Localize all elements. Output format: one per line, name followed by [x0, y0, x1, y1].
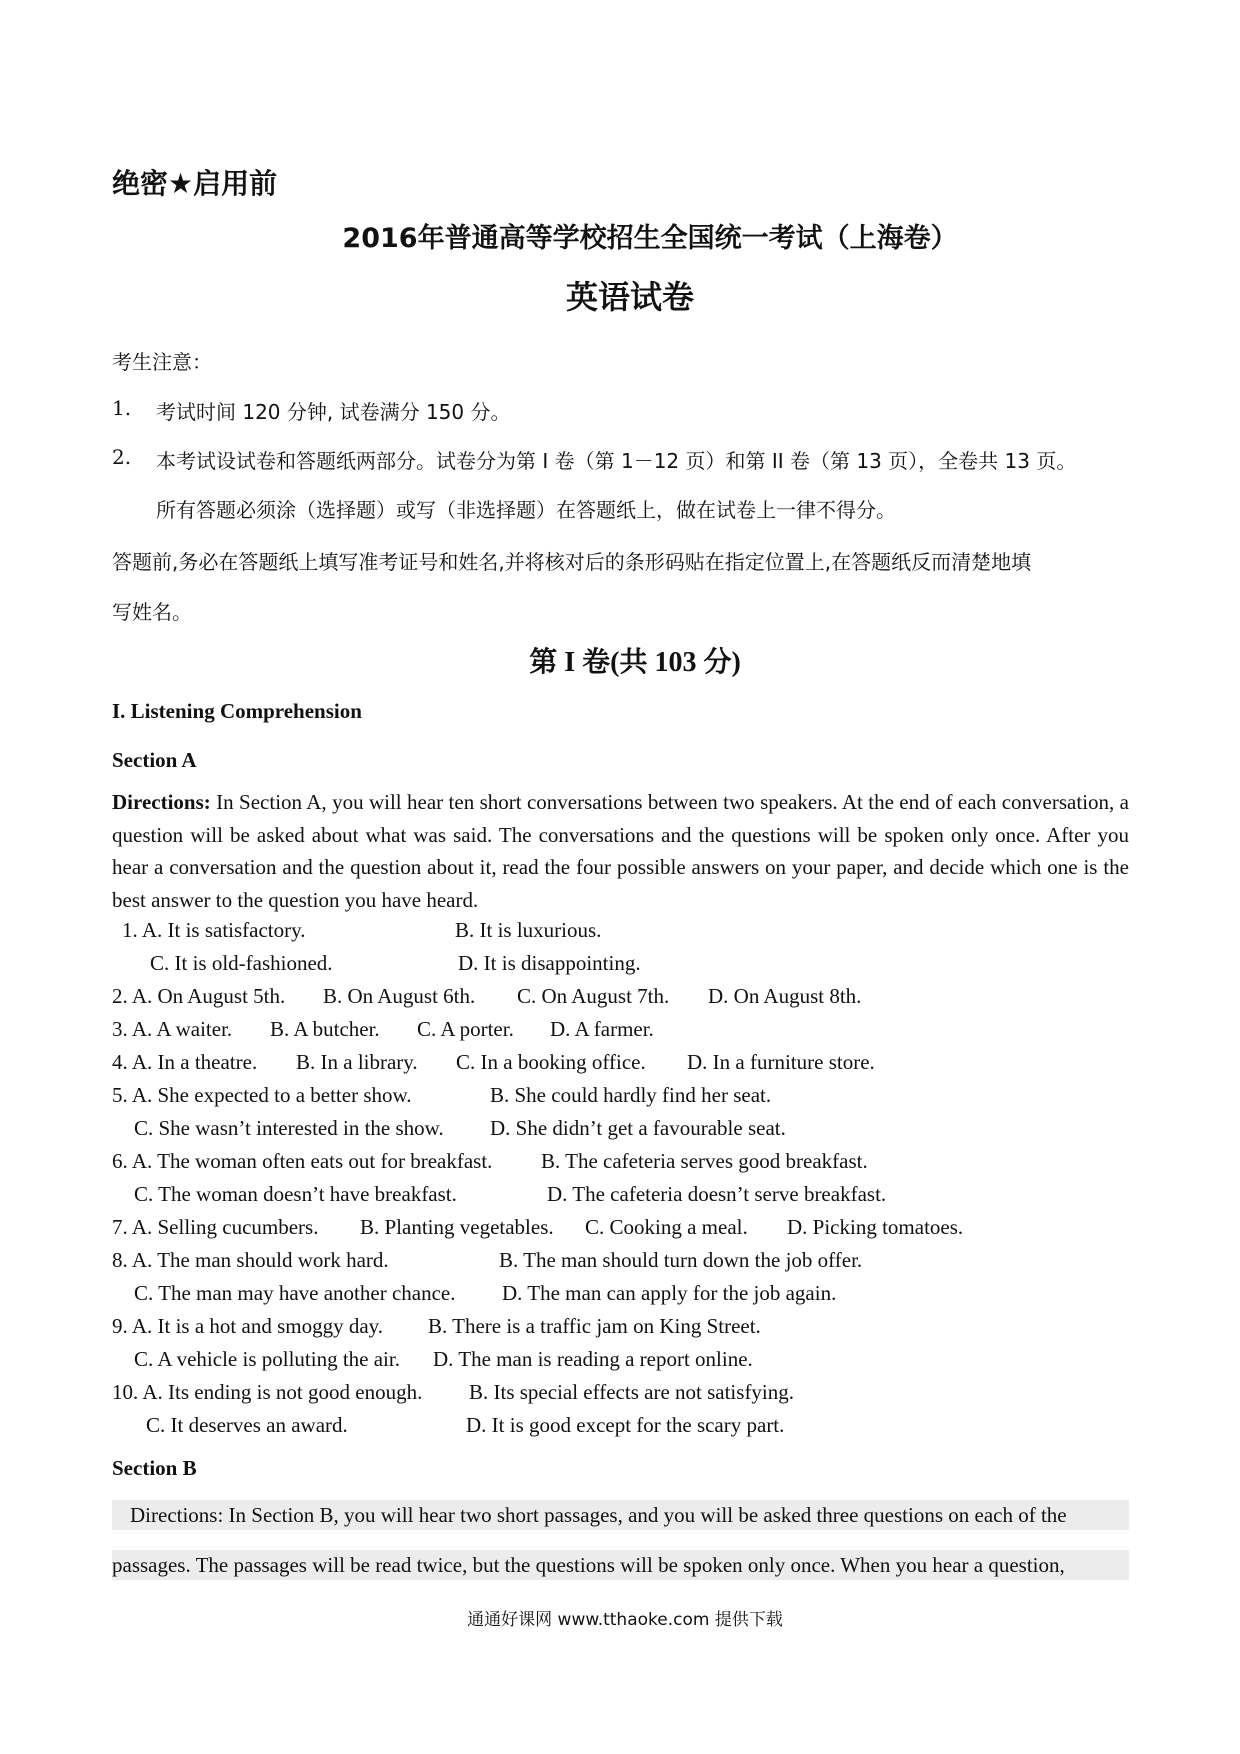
question-7-option-d: D. Picking tomatoes. [787, 1215, 964, 1239]
directions-text: In Section A, you will hear ten short conversations between two speakers. At the end of each conversation, a question will be asked about what was said. The conversations and the questions will be spoken only once. After you hear a conversation and the question about it, read the four possible answers on your paper, and decide which one is the best answer to the question you have heard. [112, 790, 1129, 912]
question-9-option-a: 9. A. It is a hot and smoggy day. [112, 1314, 384, 1338]
question-8-option-d: D. The man can apply for the job again. [502, 1281, 837, 1305]
question-10-option-d: D. It is good except for the scary part. [466, 1413, 785, 1437]
notice-item-number: 2. [112, 445, 132, 469]
question-10-option-a: 10. A. Its ending is not good enough. [112, 1380, 423, 1404]
notice-item-text: 考试时间 120 分钟, 试卷满分 150 分。 [156, 400, 511, 424]
question-2-option-a: 2. A. On August 5th. [112, 984, 286, 1008]
section-b-heading: Section B [112, 1456, 197, 1480]
question-8-option-a: 8. A. The man should work hard. [112, 1248, 389, 1272]
question-5-option-d: D. She didn’t get a favourable seat. [490, 1116, 786, 1140]
question-9-option-d: D. The man is reading a report online. [433, 1347, 753, 1371]
question-7-option-c: C. Cooking a meal. [585, 1215, 748, 1239]
question-4-option-c: C. In a booking office. [456, 1050, 646, 1074]
section-b-directions-line: passages. The passages will be read twice, but the questions will be spoken only once. When you hear a question, [112, 1553, 1065, 1577]
notice-item-2 [112, 445, 131, 469]
notice-item-text-continued: 所有答题必须涂（选择题）或写（非选择题）在答题纸上，做在试卷上一律不得分。 [156, 498, 896, 522]
page-footer: 通通好课网 www.tthaoke.com 提供下载 [467, 1610, 783, 1630]
question-7-option-a: 7. A. Selling cucumbers. [112, 1215, 319, 1239]
section-a-directions [112, 786, 1129, 916]
question-9-option-c: C. A vehicle is polluting the air. [134, 1347, 400, 1371]
question-6-option-b: B. The cafeteria serves good breakfast. [541, 1149, 868, 1173]
question-2-option-b: B. On August 6th. [323, 984, 476, 1008]
question-7-option-b: B. Planting vegetables. [360, 1215, 554, 1239]
exam-title: 2016年普通高等学校招生全国统一考试（上海卷） [342, 223, 958, 254]
question-2-option-c: C. On August 7th. [517, 984, 670, 1008]
section-title: I. Listening Comprehension [112, 699, 362, 723]
question-2-option-d: D. On August 8th. [708, 984, 862, 1008]
question-1-option-c: C. It is old-fashioned. [150, 951, 333, 975]
section-b-directions-line: Directions: In Section B, you will hear two short passages, and you will be asked three questions on each of the [130, 1503, 1067, 1527]
directions-label: Directions: [112, 790, 211, 814]
question-3-option-d: D. A farmer. [550, 1017, 654, 1041]
question-1-option-b: B. It is luxurious. [455, 918, 602, 942]
question-4-option-b: B. In a library. [296, 1050, 418, 1074]
question-10-option-c: C. It deserves an award. [146, 1413, 348, 1437]
question-8-option-c: C. The man may have another chance. [134, 1281, 456, 1305]
question-4-option-d: D. In a furniture store. [687, 1050, 875, 1074]
question-6-option-a: 6. A. The woman often eats out for breakfast. [112, 1149, 493, 1173]
question-1-option-a: 1. A. It is satisfactory. [122, 918, 306, 942]
section-a-heading: Section A [112, 748, 197, 772]
notice-item-text: 本考试设试卷和答题纸两部分。试卷分为第 I 卷（第 1－12 页）和第 II 卷（第 13 页），全卷共 13 页。 [156, 449, 1077, 473]
question-10-option-b: B. Its special effects are not satisfying. [469, 1380, 795, 1404]
question-5-option-c: C. She wasn’t interested in the show. [134, 1116, 444, 1140]
subject-title: 英语试卷 [565, 278, 694, 316]
notice-item-number: 1. [112, 396, 132, 420]
question-9-option-b: B. There is a traffic jam on King Street. [428, 1314, 761, 1338]
question-8-option-b: B. The man should turn down the job offer. [499, 1248, 863, 1272]
question-4-option-a: 4. A. In a theatre. [112, 1050, 258, 1074]
part-title: 第 I 卷(共 103 分) [529, 647, 741, 678]
question-6-option-d: D. The cafeteria doesn’t serve breakfast. [547, 1182, 887, 1206]
instruction-paragraph-line: 答题前,务必在答题纸上填写准考证号和姓名,并将核对后的条形码贴在指定位置上,在答题纸反而清楚地填 [112, 550, 1032, 574]
question-1-option-d: D. It is disappointing. [458, 951, 641, 975]
question-3-option-b: B. A butcher. [270, 1017, 380, 1041]
notice-item-1 [112, 396, 131, 420]
question-6-option-c: C. The woman doesn’t have breakfast. [134, 1182, 457, 1206]
question-3-option-c: C. A porter. [417, 1017, 514, 1041]
question-5-option-a: 5. A. She expected to a better show. [112, 1083, 412, 1107]
instruction-paragraph-line: 写姓名。 [112, 600, 192, 624]
secret-mark: 绝密★启用前 [112, 167, 278, 200]
question-3-option-a: 3. A. A waiter. [112, 1017, 233, 1041]
question-5-option-b: B. She could hardly find her seat. [490, 1083, 772, 1107]
notice-title: 考生注意： [112, 350, 212, 374]
